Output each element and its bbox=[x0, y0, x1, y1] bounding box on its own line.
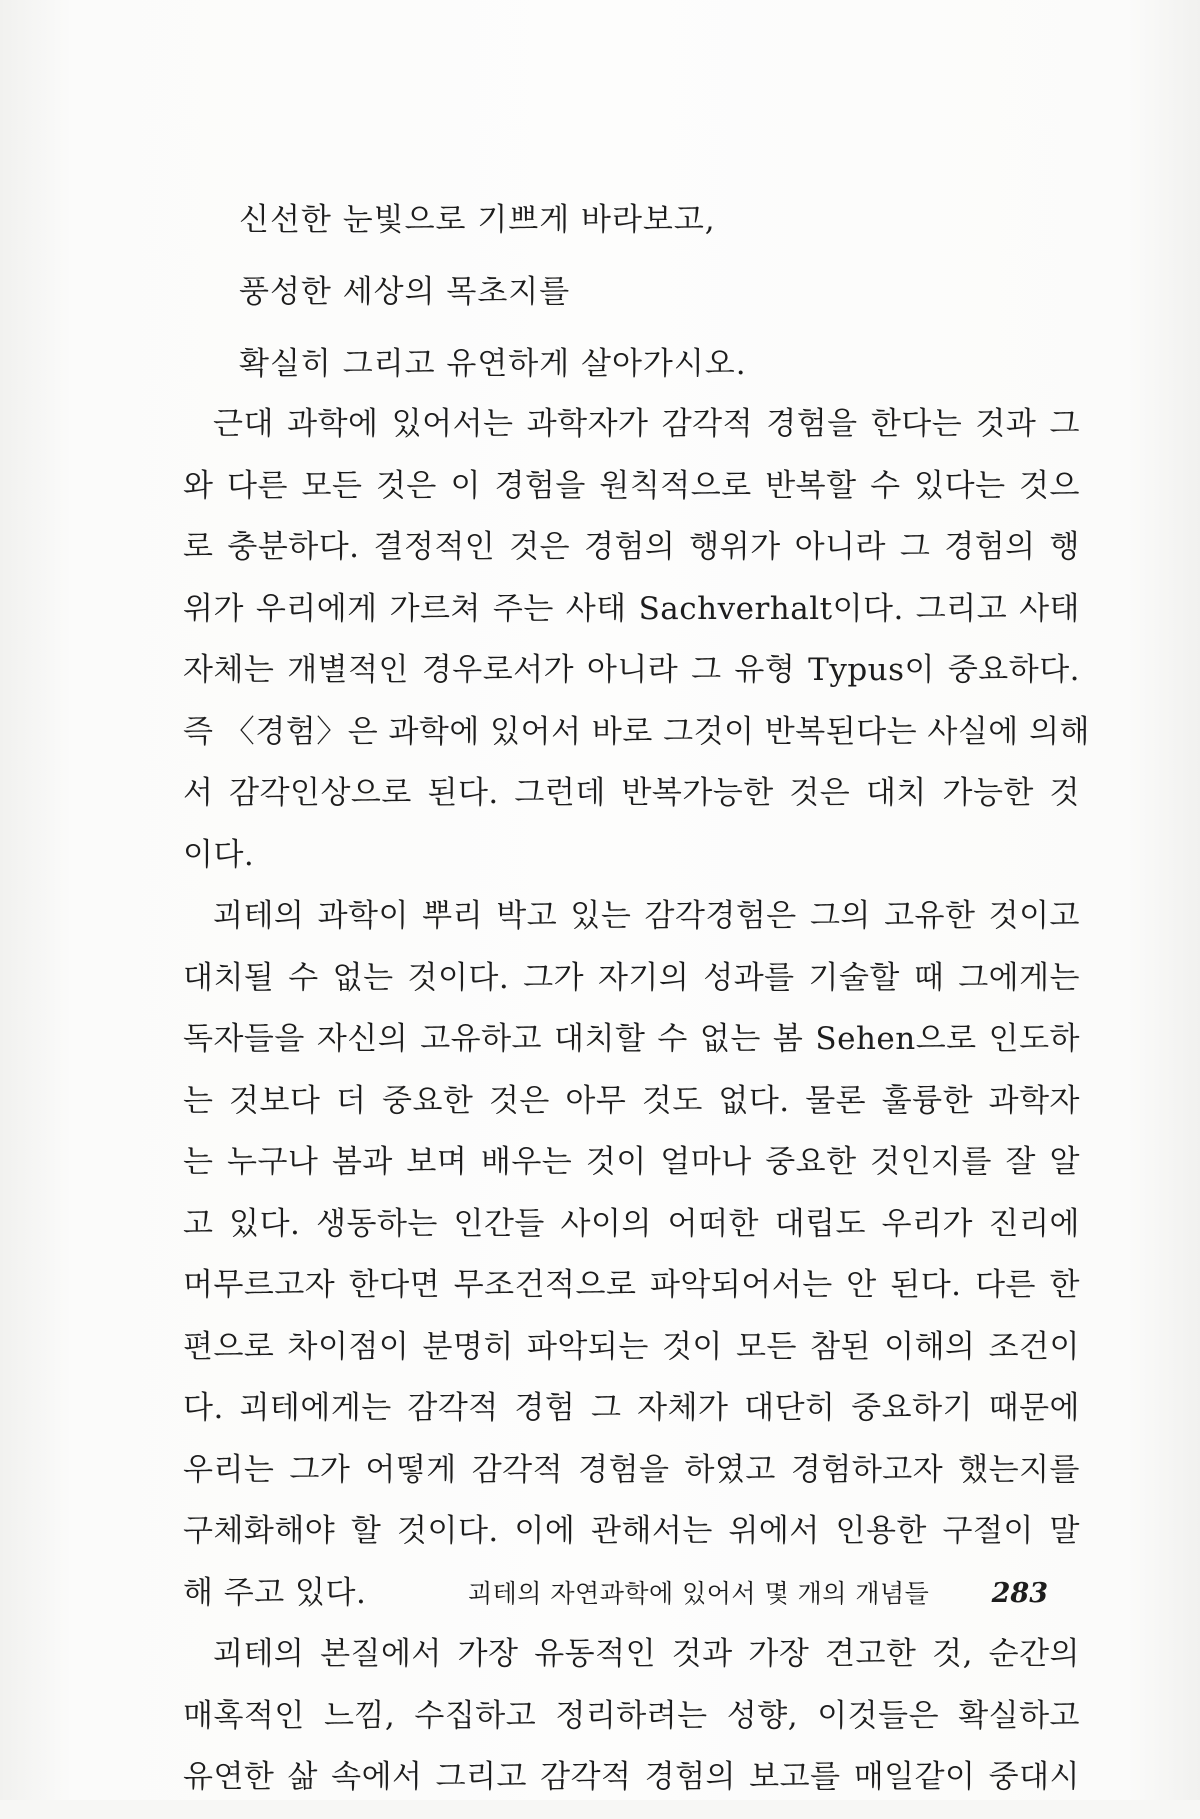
paragraph-2-line: 는 것보다 더 중요한 것은 아무 것도 없다. 물론 훌륭한 과학자 bbox=[183, 1082, 1080, 1119]
running-title: 괴테의 자연과학에 있어서 몇 개의 개념들 bbox=[468, 1579, 930, 1608]
paragraph-1-line: 로 충분하다. 결정적인 것은 경험의 행위가 아니라 그 경험의 행 bbox=[183, 529, 1080, 565]
paragraph-1-line: 즉 〈경험〉은 과학에 있어서 바로 그것이 반복된다는 사실에 의해 bbox=[183, 713, 1090, 750]
paragraph-2-line: 구체화해야 할 것이다. 이에 관해서는 위에서 인용한 구절이 말 bbox=[183, 1513, 1080, 1549]
paragraph-2-line: 는 누구나 봄과 보며 배우는 것이 얼마나 중요한 것인지를 잘 알 bbox=[183, 1144, 1080, 1180]
paragraph-1-line: 와 다른 모든 것은 이 경험을 원칙적으로 반복할 수 있다는 것으 bbox=[183, 467, 1080, 504]
paragraph-3-line: 매혹적인 느낌, 수집하고 정리하려는 성향, 이것들은 확실하고 bbox=[183, 1697, 1080, 1734]
paragraph-2-line: 우리는 그가 어떻게 감각적 경험을 하였고 경험하고자 했는지를 bbox=[183, 1451, 1080, 1488]
paragraph-1-line: 자체는 개별적인 경우로서가 아니라 그 유형 Typus이 중요하다. bbox=[183, 652, 1080, 688]
poem-line: 신선한 눈빛으로 기쁘게 바라보고, bbox=[239, 202, 716, 238]
paragraph-1-line: 이다. bbox=[183, 836, 255, 873]
paragraph-2-line: 고 있다. 생동하는 인간들 사이의 어떠한 대립도 우리가 진리에 bbox=[183, 1205, 1080, 1242]
paragraph-2-line: 편으로 차이점이 분명히 파악되는 것이 모든 참된 이해의 조건이 bbox=[183, 1328, 1080, 1365]
paragraph-2-line: 다. 괴테에게는 감각적 경험 그 자체가 대단히 중요하기 때문에 bbox=[183, 1390, 1080, 1426]
page-footer bbox=[468, 1574, 1048, 1614]
paragraph-2-line: 독자들을 자신의 고유하고 대치할 수 없는 봄 Sehen으로 인도하 bbox=[183, 1021, 1080, 1057]
poem-line: 확실히 그리고 유연하게 살아가시오. bbox=[239, 346, 747, 382]
paragraph-2-line: 대치될 수 없는 것이다. 그가 자기의 성과를 기술할 때 그에게는 bbox=[183, 959, 1080, 996]
page-number: 283 bbox=[991, 1578, 1048, 1609]
paragraph-2-line: 머무르고자 한다면 무조건적으로 파악되어서는 안 된다. 다른 한 bbox=[183, 1267, 1080, 1303]
paragraph-1-line: 서 감각인상으로 된다. 그런데 반복가능한 것은 대치 가능한 것 bbox=[183, 775, 1080, 811]
paragraph-2-line: 해 주고 있다. bbox=[183, 1574, 367, 1611]
paragraph-1-line: 위가 우리에게 가르쳐 주는 사태 Sachverhalt이다. 그리고 사태 bbox=[183, 590, 1080, 627]
paragraph-1-line: 근대 과학에 있어서는 과학자가 감각적 경험을 한다는 것과 그 bbox=[213, 406, 1080, 442]
poem-line: 풍성한 세상의 목초지를 bbox=[239, 274, 571, 310]
poem-epigraph bbox=[239, 200, 1039, 416]
paragraph-3-line: 괴테의 본질에서 가장 유동적인 것과 가장 견고한 것, 순간의 bbox=[213, 1636, 1080, 1672]
paragraph-3-line: 유연한 삶 속에서 그리고 감각적 경험의 보고를 매일같이 중대시 bbox=[183, 1759, 1080, 1795]
paragraph-2-line: 괴테의 과학이 뿌리 박고 있는 감각경험은 그의 고유한 것이고 bbox=[213, 898, 1080, 934]
